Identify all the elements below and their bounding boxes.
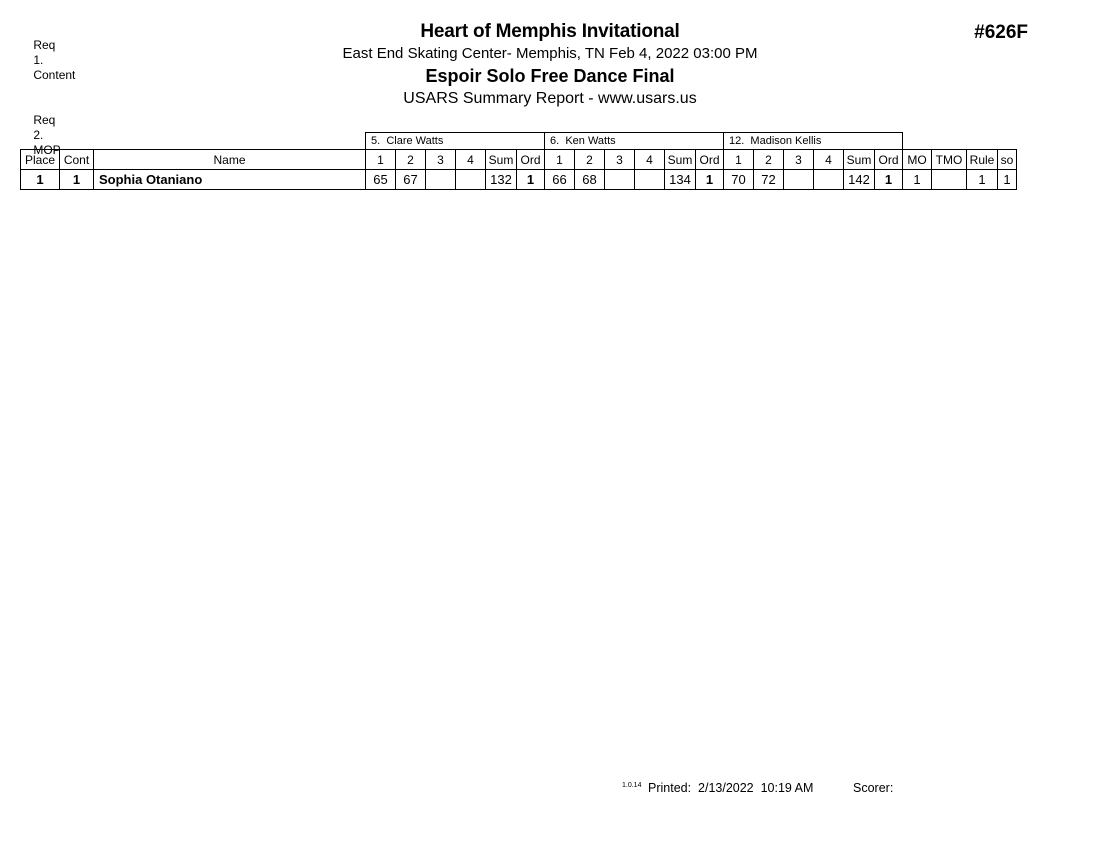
printed-timestamp: Printed: 2/13/2022 10:19 AM [648, 781, 814, 795]
judge-name: Madison Kellis [750, 135, 822, 147]
cell-j3-score4 [814, 170, 844, 190]
header-j1-sum: Sum [486, 150, 517, 170]
header-mo: MO [903, 150, 932, 170]
header-j1-score2: 2 [396, 150, 426, 170]
cell-skater-name: Sophia Otaniano [94, 170, 366, 190]
cell-j1-ord: 1 [517, 170, 545, 190]
requirement-number: 1. [33, 53, 44, 67]
cell-j1-sum: 132 [486, 170, 517, 190]
judge-number: 12. [729, 135, 745, 147]
judge-header-1 [366, 133, 545, 150]
cell-j2-score2: 68 [575, 170, 605, 190]
header-j2-score4: 4 [635, 150, 665, 170]
cell-j2-score4 [635, 170, 665, 190]
requirement-text: Content [33, 68, 76, 82]
judge-name: Ken Watts [565, 135, 616, 147]
column-header-row [21, 150, 1017, 170]
cell-j1-score3 [426, 170, 456, 190]
header-j2-ord: Ord [696, 150, 724, 170]
cell-j3-score2: 72 [754, 170, 784, 190]
cell-j3-ord: 1 [875, 170, 903, 190]
cell-j2-score1: 66 [545, 170, 575, 190]
header-j1-score1: 1 [366, 150, 396, 170]
event-title: Espoir Solo Free Dance Final [425, 66, 675, 86]
header-j2-score2: 2 [575, 150, 605, 170]
version-text: 1.0.14 [622, 782, 642, 789]
header-j1-ord: Ord [517, 150, 545, 170]
requirement-text: MOP [33, 143, 61, 157]
judge-name: Clare Watts [386, 135, 444, 147]
cell-cont: 1 [60, 170, 94, 190]
header-j2-score3: 3 [605, 150, 635, 170]
header-rule: Rule [967, 150, 998, 170]
header-tmo: TMO [932, 150, 967, 170]
cell-j1-score4 [456, 170, 486, 190]
requirement-label: Req [33, 113, 56, 127]
header-cont: Cont [60, 150, 94, 170]
judge-header-trailing-spacer [903, 133, 1017, 150]
competition-title: Heart of Memphis Invitational [420, 21, 680, 42]
header-j2-sum: Sum [665, 150, 696, 170]
header-j3-score1: 1 [724, 150, 754, 170]
header-j3-ord: Ord [875, 150, 903, 170]
header-j2-score1: 1 [545, 150, 575, 170]
cell-j3-sum: 142 [844, 170, 875, 190]
header-j3-score4: 4 [814, 150, 844, 170]
header-so: so [998, 150, 1017, 170]
cell-mo: 1 [903, 170, 932, 190]
requirement-label: Req [33, 38, 56, 52]
cell-j2-score3 [605, 170, 635, 190]
header-name: Name [94, 150, 366, 170]
results-table [20, 132, 1017, 190]
results-table-container [20, 132, 1017, 190]
header-j3-score2: 2 [754, 150, 784, 170]
judge-header-spacer [21, 133, 366, 150]
requirement-number: 2. [33, 128, 44, 142]
cell-place: 1 [21, 170, 60, 190]
judge-number: 6. [550, 135, 560, 147]
report-subtitle: USARS Summary Report - www.usars.us [403, 90, 697, 107]
cell-j2-sum: 134 [665, 170, 696, 190]
venue-datetime: East End Skating Center- Memphis, TN Feb 4, 2022 03:00 PM [342, 45, 758, 62]
cell-so: 1 [998, 170, 1017, 190]
table-row [21, 170, 1017, 190]
judge-header-row [21, 133, 1017, 150]
header-j1-score4: 4 [456, 150, 486, 170]
judge-header-3 [724, 133, 903, 150]
cell-j3-score1: 70 [724, 170, 754, 190]
header-j1-score3: 3 [426, 150, 456, 170]
cell-j1-score1: 65 [366, 170, 396, 190]
header-j3-sum: Sum [844, 150, 875, 170]
event-code: #626F [974, 22, 1028, 43]
cell-j3-score3 [784, 170, 814, 190]
cell-rule: 1 [967, 170, 998, 190]
cell-j1-score2: 67 [396, 170, 426, 190]
header-place: Place [21, 150, 60, 170]
judge-number: 5. [371, 135, 381, 147]
scorer-label: Scorer: [853, 781, 894, 795]
judge-header-2 [545, 133, 724, 150]
header-j3-score3: 3 [784, 150, 814, 170]
document-header [0, 20, 1100, 110]
cell-j2-ord: 1 [696, 170, 724, 190]
cell-tmo [932, 170, 967, 190]
